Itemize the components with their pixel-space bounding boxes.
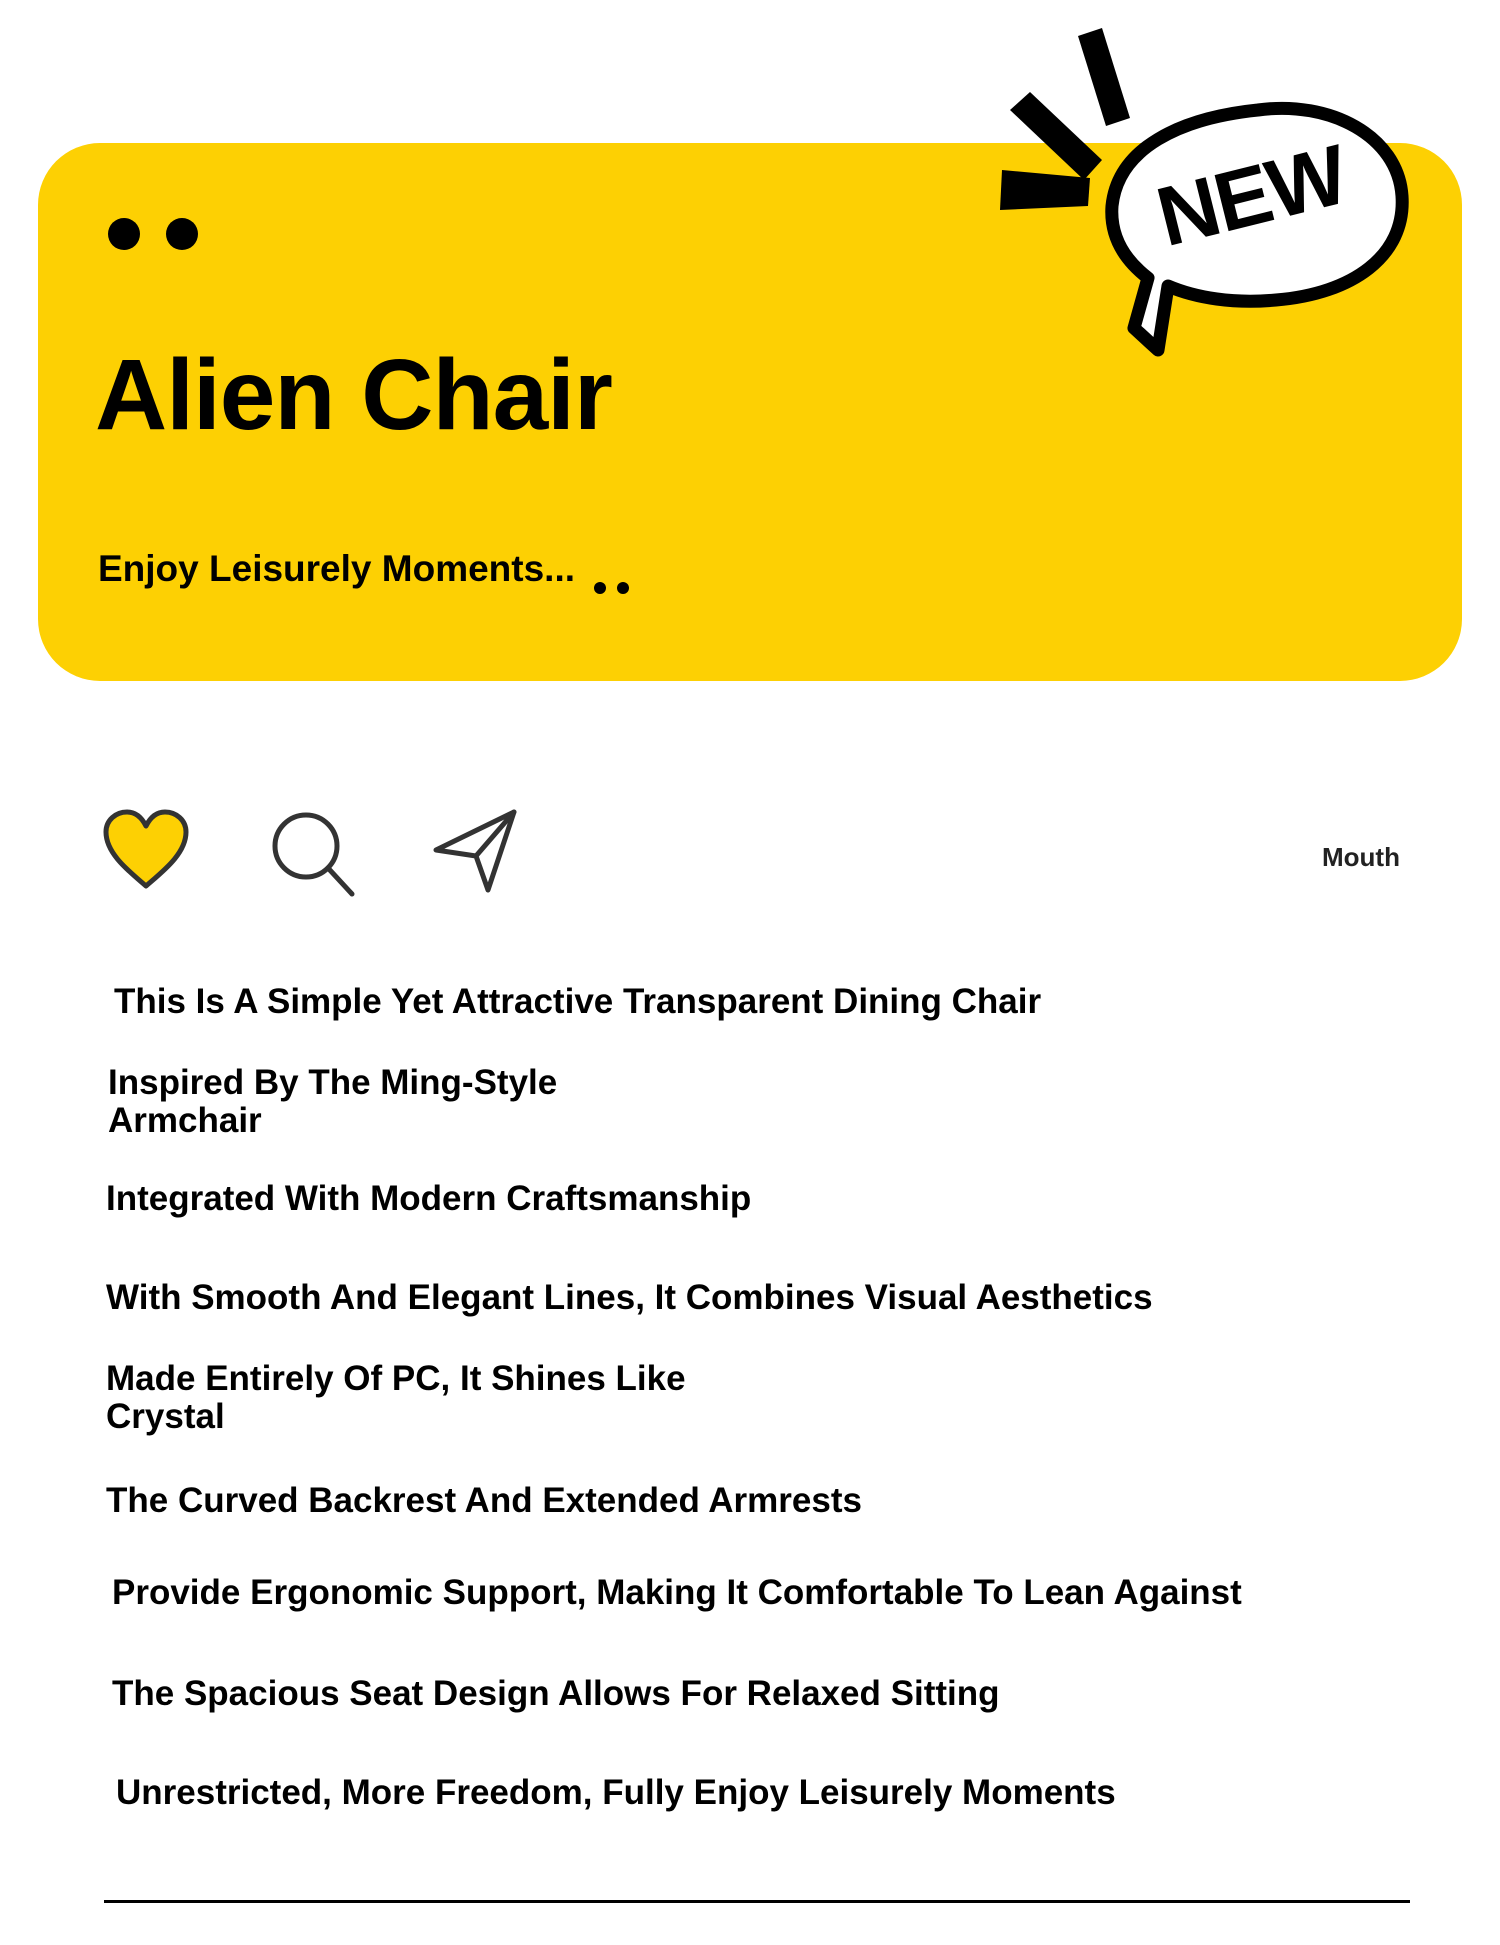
action-bar — [100, 808, 1400, 908]
new-badge-label: NEW — [1147, 126, 1355, 265]
search-icon[interactable] — [266, 808, 358, 900]
hero-subtitle: Enjoy Leisurely Moments... — [98, 548, 576, 589]
dot — [617, 582, 629, 594]
feature-line: Provide Ergonomic Support, Making It Comfortable To Lean Against — [112, 1573, 1242, 1612]
burst-lines-icon — [1000, 28, 1130, 210]
dot — [594, 582, 606, 594]
feature-line: With Smooth And Elegant Lines, It Combines Visual Aesthetics — [106, 1278, 1153, 1317]
divider — [104, 1900, 1410, 1903]
hero-dots — [108, 218, 198, 250]
feature-line: The Spacious Seat Design Allows For Relaxed Sitting — [112, 1674, 1000, 1713]
feature-line: This Is A Simple Yet Attractive Transparent Dining Chair — [114, 982, 1042, 1021]
mouth-label: Mouth — [1322, 842, 1400, 872]
subtitle-dots — [594, 582, 629, 594]
feature-line: Inspired By The Ming-Style — [108, 1063, 558, 1102]
feature-line: Unrestricted, More Freedom, Fully Enjoy Leisurely Moments — [116, 1773, 1116, 1812]
page-title: Alien Chair — [95, 339, 612, 451]
dot — [166, 218, 198, 250]
new-badge — [990, 28, 1420, 368]
feature-line: Integrated With Modern Craftsmanship — [106, 1179, 752, 1218]
feature-line: The Curved Backrest And Extended Armrests — [106, 1481, 862, 1520]
dot — [108, 218, 140, 250]
send-icon[interactable] — [430, 808, 522, 896]
heart-icon[interactable] — [100, 808, 192, 892]
feature-line: Made Entirely Of PC, It Shines Like — [106, 1359, 686, 1398]
feature-line: Crystal — [106, 1397, 225, 1436]
feature-line: Armchair — [108, 1101, 262, 1140]
